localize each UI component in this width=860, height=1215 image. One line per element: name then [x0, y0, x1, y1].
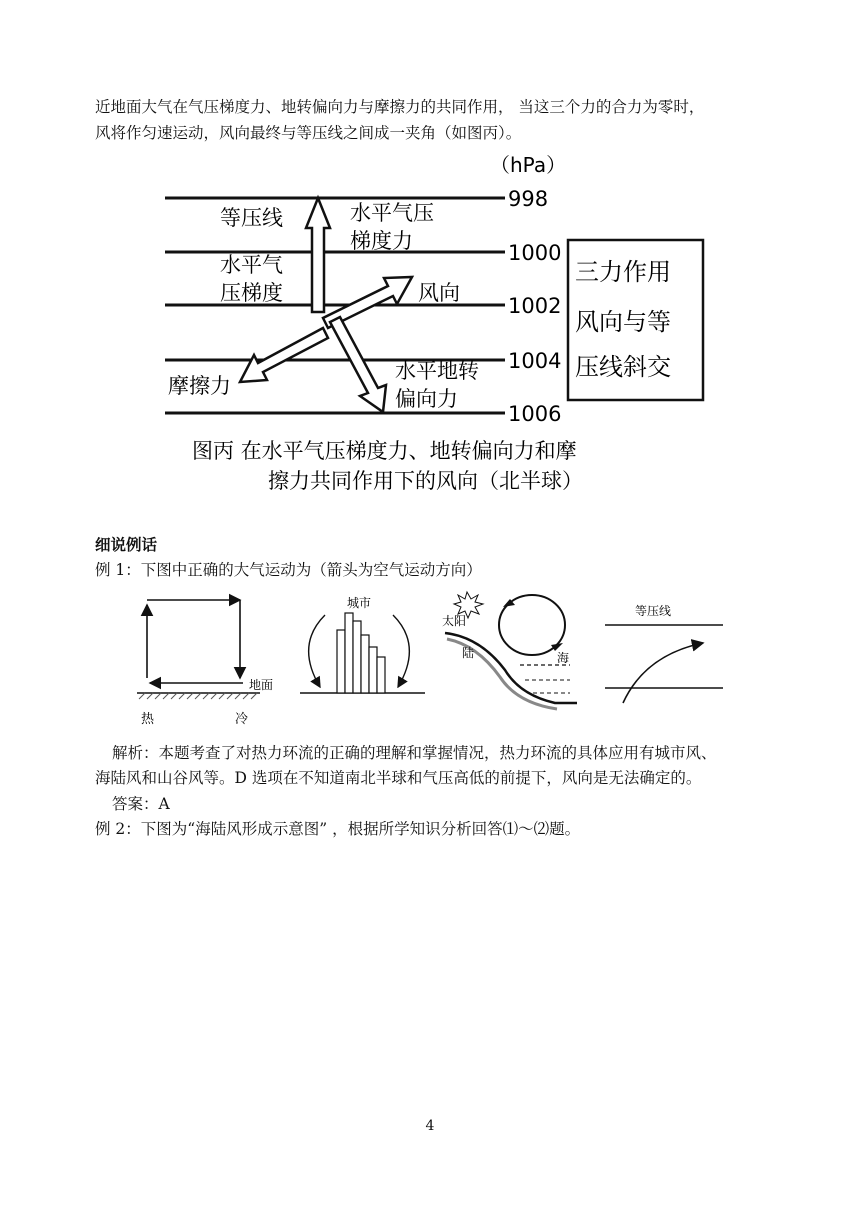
option-a-cold-label: 冷: [235, 712, 249, 727]
option-d-diagram: [605, 603, 723, 703]
figure-caption-line-1: 图丙 在水平气压梯度力、地转偏向力和摩: [192, 439, 577, 463]
option-c-diagram: [442, 592, 577, 709]
figure-caption-line-2: 擦力共同作用下的风向（北半球）: [268, 469, 583, 493]
isobar-label: 等压线: [220, 206, 283, 230]
pgf-label-left-1: 水平气: [220, 253, 283, 277]
box-line-3: 压线斜交: [575, 353, 671, 381]
option-a-diagram: [137, 600, 273, 727]
coriolis-arrow: [330, 317, 386, 412]
option-b-diagram: [300, 596, 425, 693]
example-1-analysis-line-2: 海陆风和山谷风等。D 选项在不知道南北半球和气压高低的前提下，风向是无法确定的。: [95, 769, 702, 787]
pressure-gradient-arrow: [306, 198, 330, 312]
option-c-land-label: 陆: [462, 646, 475, 660]
pgf-label-top-2: 梯度力: [350, 229, 413, 253]
option-c-sun-label: 太阳: [442, 614, 467, 628]
friction-arrow: [240, 328, 328, 382]
coriolis-label-1: 水平地转: [395, 359, 479, 383]
section-title: 细说例话: [95, 535, 158, 554]
example-1-analysis-line-1: 解析：本题考查了对热力环流的正确的理解和掌握情况，热力环流的具体应用有城市风、: [112, 744, 717, 762]
pgf-label-top-1: 水平气压: [350, 201, 434, 225]
box-line-1: 三力作用: [575, 258, 671, 286]
example-1-figures: [125, 585, 745, 730]
isobar-value-1002: 1002: [508, 294, 562, 318]
figure-bing: [150, 150, 710, 500]
option-c-sea-label: 海: [557, 651, 570, 665]
coriolis-label-2: 偏向力: [395, 387, 458, 411]
example-1-question: 例 1：下图中正确的大气运动为（箭头为空气运动方向）: [95, 561, 482, 579]
intro-line-2: 风将作匀速运动，风向最终与等压线之间成一夹角（如图丙）。: [95, 124, 522, 142]
example-2-question: 例 2：下图为“海陆风形成示意图” ，根据所学知识分析回答⑴～⑵题。: [95, 820, 581, 838]
pressure-unit-label: （hPa）: [490, 153, 567, 177]
option-d-isobar-label: 等压线: [635, 604, 672, 618]
example-1-answer: 答案：A: [112, 795, 170, 813]
option-b-city-label: 城市: [347, 596, 372, 610]
intro-line-1: 近地面大气在气压梯度力、地转偏向力与摩擦力的共同作用， 当这三个力的合力为零时，: [95, 98, 705, 116]
option-a-ground-label: 地面: [249, 678, 274, 692]
friction-label: 摩擦力: [168, 374, 231, 398]
isobar-value-1004: 1004: [508, 349, 562, 373]
isobar-value-1000: 1000: [508, 241, 562, 265]
pgf-label-left-2: 压梯度: [220, 281, 283, 305]
isobar-value-1006: 1006: [508, 402, 562, 426]
page-number: 4: [425, 1118, 435, 1134]
box-line-2: 风向与等: [575, 308, 671, 336]
option-a-hot-label: 热: [141, 712, 155, 727]
isobar-value-998: 998: [508, 187, 549, 211]
wind-direction-label: 风向: [418, 281, 460, 305]
